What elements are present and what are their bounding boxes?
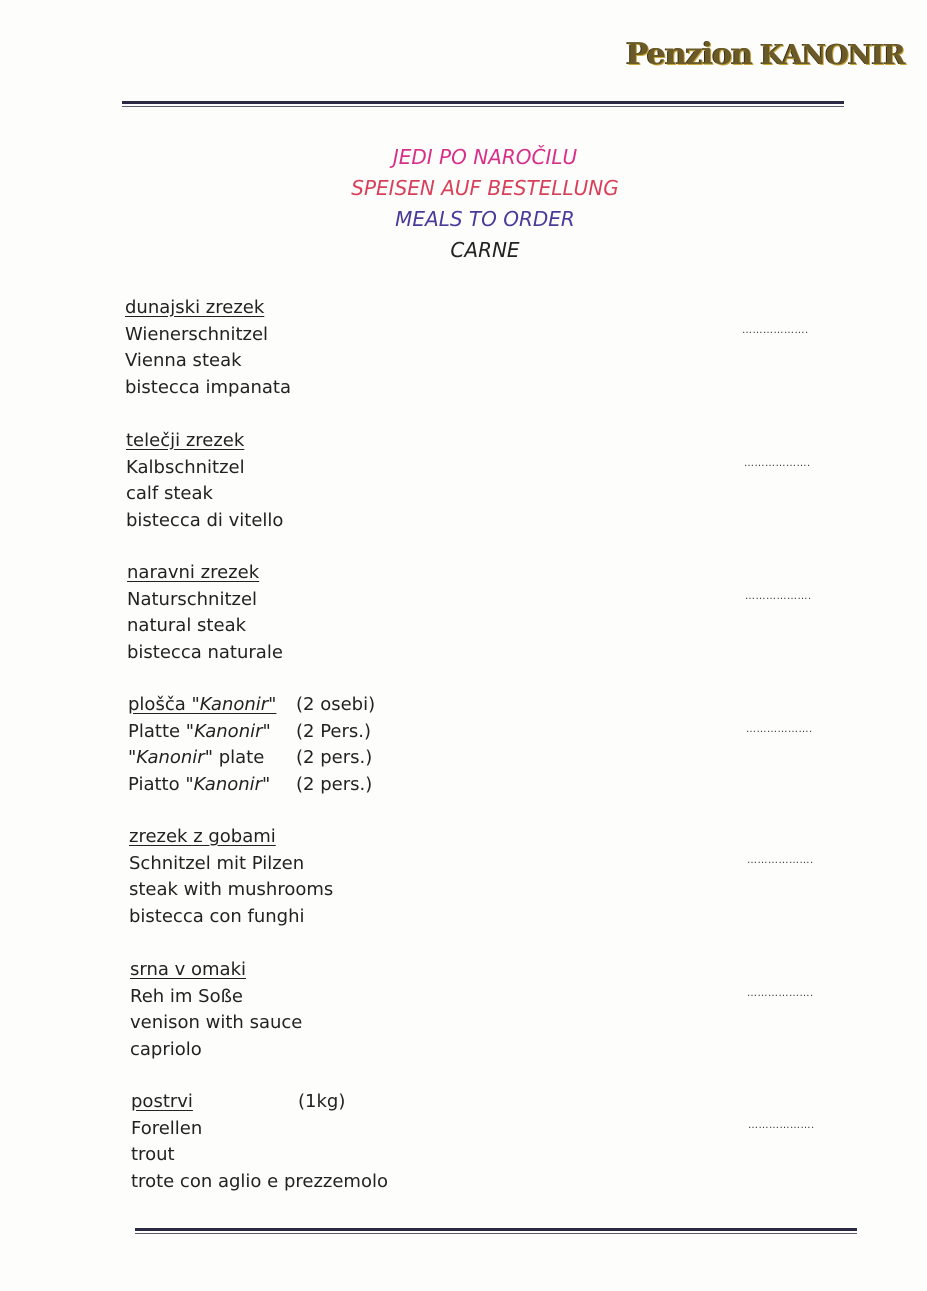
portion-note: (2 osebi) — [296, 694, 376, 715]
heading-slovenian: JEDI PO NAROČILU — [392, 145, 578, 169]
portion-note: (2 Pers.) — [296, 720, 372, 742]
item-name: dunajski zrezek — [125, 297, 265, 318]
item-italian-prefix: Piatto — [128, 774, 186, 796]
price-placeholder: ………………. — [748, 1120, 815, 1131]
item-name: srna v omaki — [130, 959, 246, 980]
item-italian: bistecca con funghi — [129, 906, 305, 928]
item-english: venison with sauce — [130, 1012, 303, 1034]
price-placeholder: ………………. — [746, 724, 813, 735]
heading-italian: CARNE — [450, 238, 520, 262]
heading-german: SPEISEN AUF BESTELLUNG — [351, 176, 619, 200]
item-german — [128, 719, 276, 746]
price-placeholder: ………………. — [747, 988, 814, 999]
item-italian: bistecca impanata — [125, 377, 291, 399]
menu-item-telecji-zrezek — [126, 428, 283, 535]
item-german-italic: "Kanonir" — [185, 720, 271, 742]
item-english-suffix: plate — [212, 747, 265, 769]
item-italian: trote con aglio e prezzemolo — [131, 1171, 388, 1193]
logo — [626, 28, 905, 83]
item-name: naravni zrezek — [127, 562, 260, 583]
item-german: Naturschnitzel — [127, 588, 258, 610]
item-italian — [128, 772, 276, 799]
item-english — [128, 745, 276, 772]
menu-item-plosca-kanonir — [128, 692, 276, 799]
item-german: Schnitzel mit Pilzen — [129, 852, 305, 874]
heading-english: MEALS TO ORDER — [395, 207, 575, 231]
logo-text-penzion: Penzion — [626, 37, 752, 72]
item-name — [128, 692, 276, 719]
price-placeholder: ………………. — [745, 591, 812, 602]
item-italian-italic: "Kanonir" — [185, 774, 271, 796]
item-english: steak with mushrooms — [129, 879, 334, 901]
bottom-rule — [135, 1228, 857, 1231]
menu-item-dunajski-zrezek — [125, 295, 291, 402]
item-english: Vienna steak — [125, 350, 242, 372]
item-german-prefix: Platte — [128, 720, 186, 742]
item-name: zrezek z gobami — [129, 826, 276, 847]
item-english-italic: "Kanonir" — [128, 747, 213, 769]
portion-notes — [296, 692, 375, 799]
item-italian: bistecca naturale — [127, 642, 283, 664]
price-placeholder: ………………. — [744, 458, 811, 469]
price-placeholder: ………………. — [747, 855, 814, 866]
top-rule — [122, 101, 844, 104]
item-english: natural steak — [127, 615, 247, 637]
item-italian: bistecca di vitello — [126, 510, 284, 532]
portion-note: (2 pers.) — [296, 747, 373, 769]
portion-notes — [298, 1089, 345, 1116]
item-name: postrvi — [131, 1091, 193, 1112]
logo-text-kanonir: KANONIR — [760, 40, 905, 71]
item-german: Forellen — [131, 1117, 203, 1139]
item-italian: capriolo — [130, 1039, 202, 1061]
item-german: Reh im Soße — [130, 985, 244, 1007]
item-german: Wienerschnitzel — [125, 323, 269, 345]
item-name: telečji zrezek — [126, 430, 245, 451]
item-name-italic: "Kanonir" — [191, 694, 277, 715]
price-placeholder: ………………. — [742, 325, 809, 336]
item-name-prefix: plošča — [128, 694, 192, 715]
menu-item-srna-v-omaki — [130, 957, 302, 1064]
menu-item-postrvi — [131, 1089, 388, 1196]
menu-item-naravni-zrezek — [127, 560, 283, 667]
menu-item-zrezek-z-gobami — [129, 824, 333, 931]
item-english: trout — [131, 1144, 175, 1166]
item-english: calf steak — [126, 483, 213, 505]
item-german: Kalbschnitzel — [126, 456, 245, 478]
menu-headings — [300, 142, 670, 266]
portion-note: (2 pers.) — [296, 774, 373, 796]
portion-note: (1kg) — [298, 1091, 346, 1112]
